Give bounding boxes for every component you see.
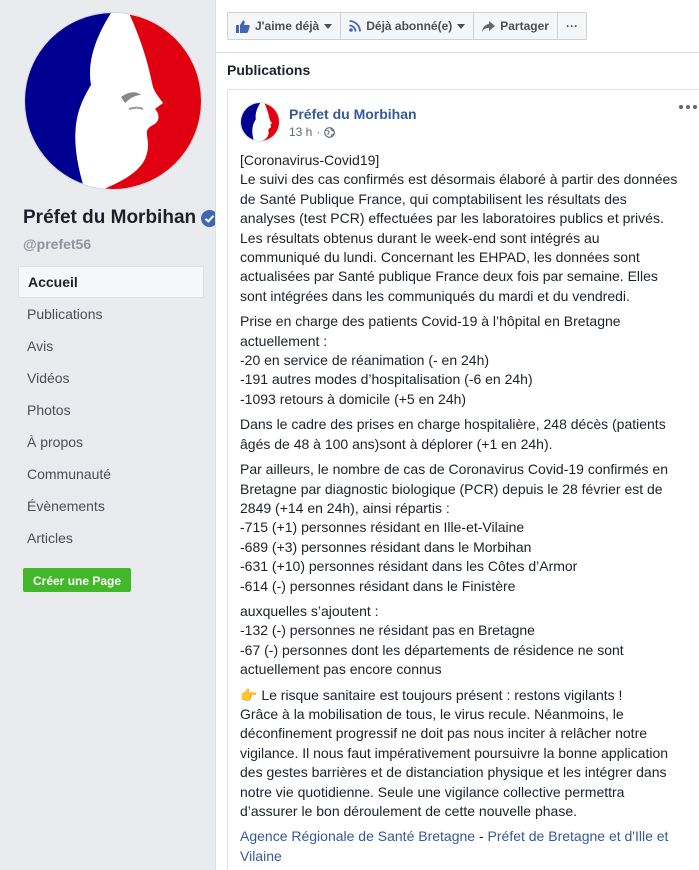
page-name-text[interactable]: Préfet du Morbihan — [23, 207, 197, 228]
post-line: Grâce à la mobilisation de tous, le virus recule. Néanmoins, le — [240, 705, 624, 722]
tag-separator: - — [475, 828, 488, 845]
post-line: actuellement pas encore connus — [240, 661, 442, 678]
post-body — [240, 151, 692, 870]
post-line: Le suivi des cas confirmés est désormais élaboré à partir des données — [240, 171, 678, 188]
chevron-down-icon — [457, 24, 465, 29]
thumbs-up-icon — [236, 20, 250, 33]
post-options-icon[interactable] — [678, 100, 698, 114]
post-line: communiqué du lundi. Concernant les EHPAD, les données sont — [240, 249, 640, 266]
main-column — [216, 0, 699, 870]
nav-item-a-propos[interactable]: À propos — [27, 434, 84, 450]
post-line: -631 (+10) personnes résidant dans les Côtes d’Armor — [240, 558, 578, 575]
post-line: -67 (-) personnes dont les départements de résidence ne sont — [240, 641, 624, 658]
like-button[interactable] — [228, 13, 341, 39]
page-handle: @prefet56 — [23, 236, 92, 252]
more-actions-label: ··· — [565, 19, 578, 33]
create-page-button[interactable]: Créer une Page — [23, 568, 131, 592]
post-line: -689 (+3) personnes résidant dans le Morbihan — [240, 538, 532, 555]
nav-item-evenements[interactable]: Évènements — [27, 498, 105, 514]
marianne-logo — [241, 103, 280, 142]
post-line: -191 autres modes d’hospitalisation (-6 en 24h) — [240, 371, 533, 388]
post-line: des gestes barrières et de distanciation physique et les intégrer dans — [240, 764, 667, 781]
post-line: auxquelles s’ajoutent : — [240, 602, 379, 619]
post-line: d’assurer le bon déroulement de cette nouvelle phase. — [240, 803, 577, 819]
post-line: analyses (test PCR) effectuées par les laboratoires publics et privés. — [240, 210, 664, 227]
post-tags-line — [240, 827, 692, 846]
share-arrow-icon — [482, 21, 495, 32]
post-line: notre vie quotidienne. Seule une vigilance collective permettra — [240, 783, 625, 800]
tag-link-prefet-bretagne[interactable]: Préfet de Bretagne et d'Ille et — [487, 828, 669, 845]
post-line: actuellement : — [240, 332, 328, 349]
post-meta — [289, 125, 335, 139]
nav-item-videos[interactable]: Vidéos — [27, 370, 70, 386]
post-line: actualisées par Santé publique France deux fois par semaine. Elles — [240, 268, 658, 285]
post-line: -20 en service de réanimation (- en 24h) — [240, 352, 490, 369]
post-paragraph — [240, 415, 692, 454]
post-line: Prise en charge des patients Covid-19 à l’hôpital en Bretagne — [240, 313, 621, 330]
nav-item-articles[interactable]: Articles — [27, 530, 73, 546]
post-line: âgés de 48 à 100 ans)sont à déplorer (+1 en 24h). — [240, 435, 553, 452]
page-name[interactable] — [23, 207, 218, 229]
post-author-name[interactable]: Préfet du Morbihan — [289, 106, 417, 122]
meta-separator: · — [316, 125, 321, 139]
like-button-label: J'aime déjà — [255, 19, 320, 33]
post-timestamp[interactable]: 13 h — [289, 125, 313, 139]
more-actions-button[interactable] — [558, 13, 586, 39]
rss-icon — [349, 20, 361, 32]
post-line: -132 (-) personnes ne résidant pas en Bretagne — [240, 622, 535, 639]
post-card — [227, 89, 699, 870]
follow-button-label: Déjà abonné(e) — [366, 19, 453, 33]
post-author-avatar[interactable] — [240, 102, 280, 142]
post-line: Les résultats obtenus durant le week-end sont intégrés au — [240, 229, 600, 246]
post-line: sont intégrées dans les communiqués du mardi et du vendredi. — [240, 287, 630, 304]
chevron-down-icon — [324, 24, 332, 29]
post-line: Bretagne par diagnostic biologique (PCR) depuis le 28 février est de — [240, 480, 663, 497]
tag-link-ars-bretagne[interactable]: Agence Régionale de Santé Bretagne — [240, 828, 476, 845]
nav-item-photos[interactable]: Photos — [27, 402, 71, 418]
marianne-logo — [25, 13, 202, 190]
profile-picture[interactable] — [24, 12, 202, 190]
post-line: Par ailleurs, le nombre de cas de Coronavirus Covid-19 confirmés en — [240, 461, 668, 478]
post-paragraph — [240, 151, 692, 306]
page-nav — [18, 266, 204, 554]
post-line: vigilance. Il nous faut impérativement poursuivre la bonne application — [240, 744, 669, 761]
post-line: [Coronavirus-Covid19] — [240, 152, 380, 168]
post-tags-line — [240, 847, 692, 866]
nav-item-accueil[interactable]: Accueil — [18, 266, 204, 298]
post-line: -1093 retours à domicile (+5 en 24h) — [240, 390, 467, 407]
post-paragraph — [240, 312, 692, 409]
post-line: déconfinement progressif ne doit pas nous inciter à relâcher notre — [240, 725, 648, 742]
section-title: Publications — [227, 62, 311, 78]
page-action-bar — [227, 12, 587, 40]
nav-item-publications[interactable]: Publications — [27, 306, 103, 322]
nav-item-avis[interactable]: Avis — [27, 338, 54, 354]
tag-link-prefet-bretagne-cont[interactable]: Vilaine — [240, 847, 282, 864]
globe-icon[interactable] — [324, 127, 335, 138]
post-paragraph — [240, 686, 692, 822]
post-paragraph — [240, 602, 692, 680]
post-tags — [240, 827, 692, 866]
post-paragraph — [240, 460, 692, 596]
post-line: Dans le cadre des prises en charge hospitalière, 248 décès (patients — [240, 416, 666, 433]
post-line: -715 (+1) personnes résidant en Ille-et-Vilaine — [240, 519, 525, 536]
share-button[interactable] — [474, 13, 558, 39]
nav-item-communaute[interactable]: Communauté — [27, 466, 112, 482]
post-line: de Santé Publique France, qui comptabilisent les résultats des — [240, 190, 627, 207]
post-line: 2849 (+14 en 24h), ainsi répartis : — [240, 499, 450, 516]
header-divider — [216, 52, 699, 53]
left-column — [0, 0, 215, 870]
follow-button[interactable] — [341, 13, 474, 39]
post-line: 👉 Le risque sanitaire est toujours présent : restons vigilants ! — [240, 686, 623, 703]
share-button-label: Partager — [500, 19, 549, 33]
post-line: -614 (-) personnes résidant dans le Finistère — [240, 577, 516, 594]
